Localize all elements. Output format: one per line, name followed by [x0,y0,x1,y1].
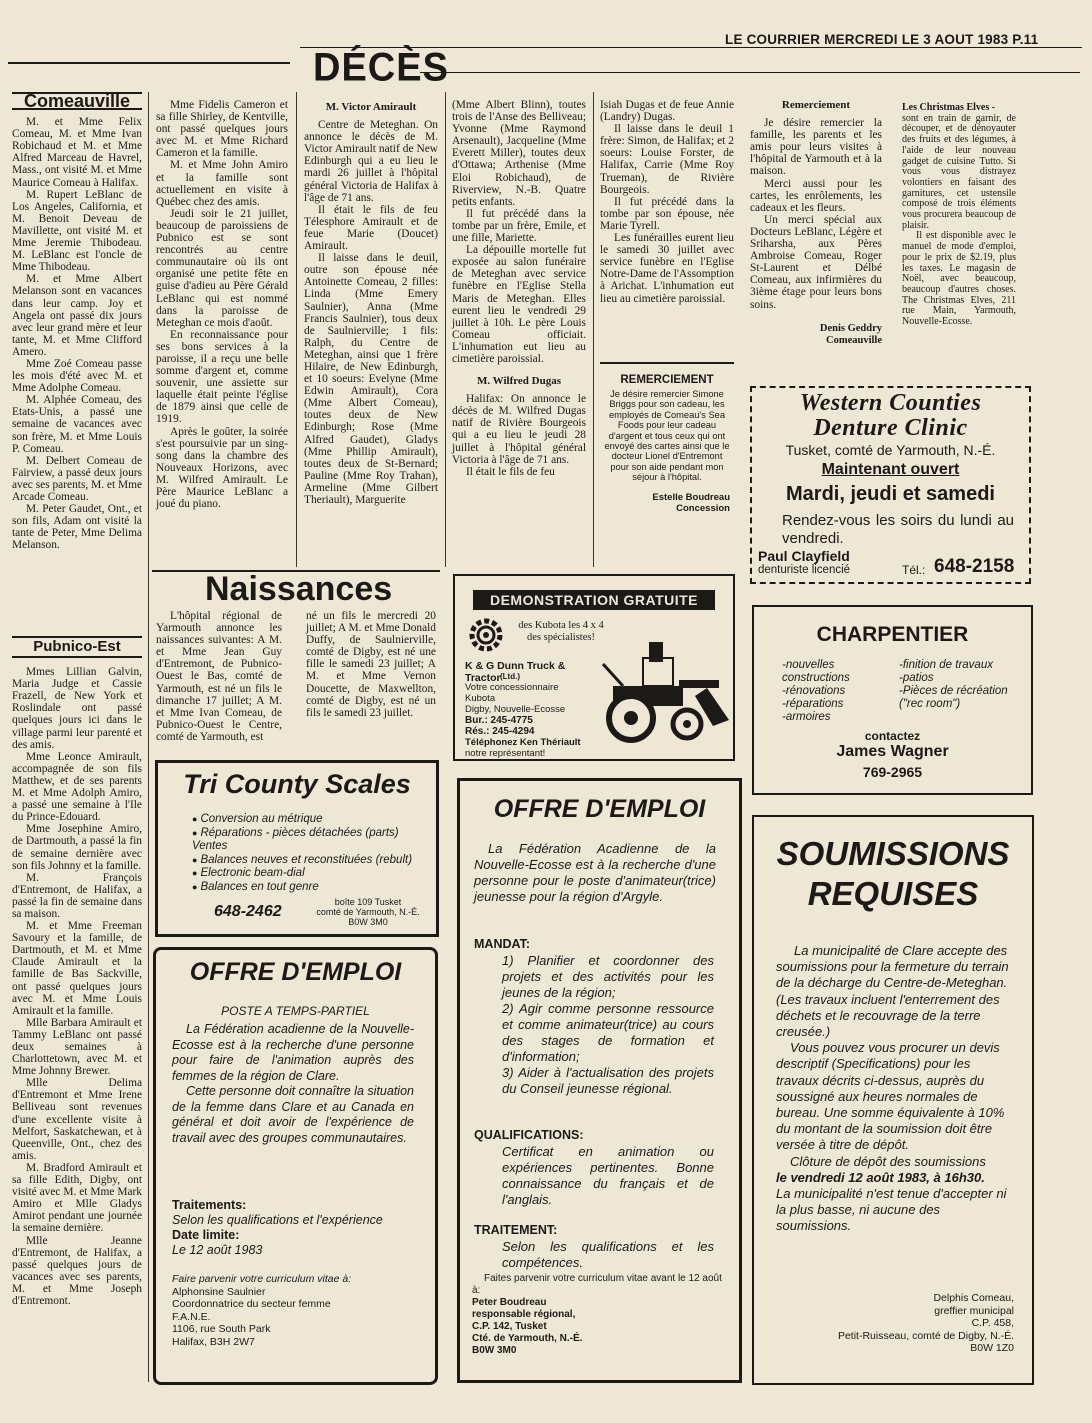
offre2-mandat-item: 2) Agir comme personne ressource et comme animateur(trice) au cours des stages de formation et d'information; [502,1001,714,1064]
offre2-mandat [502,953,714,1097]
kubota-line: Digby, Nouvelle-Ecosse [465,704,566,715]
comeauville-para: M. et Mme Felix Comeau, M. et Mme Ivan Robichaud et M. et Mme Alfred Marceau de Havrel, Mass., ont visité M. et Mme Maurice Comeau à Halifax. [12,116,142,189]
amirault-para: Centre de Meteghan. On annonce le décès de M. Victor Amirault natif de New Edinburgh qui a eu lieu le mardi 26 juillet à l'hôpital général Victoria de Halifax à l'âge de 71 ans. [304,119,438,204]
soumissions-para: La municipalité de Clare accepte des soumissions pour la fermeture du terrain de la décharge du Centre-de-Meteghan. (Les travaux incluent l'enterrement des déchets et le recouvrage de la terre creusée.) [776,943,1009,1040]
tricounty-item: ● Réparations - pièces détachées (parts) Ventes [192,827,432,854]
charpentier-item: -Pièces de récréation ("rec room") [899,685,1008,710]
soumissions-title: REQUISES [807,875,979,912]
western-open: Maintenant ouvert [821,461,960,478]
amirault-title: M. Victor Amirault [325,101,417,113]
western-tel-label: Tél.: [902,563,926,577]
kubota-dealer: K & G Dunn Truck & Tractor [465,660,566,684]
elves-para: sont en train de garnir, de découper, et de dénoyauter des fruits et des légumes, à l'aide de leur nouveau gadget de cuisine Tutto. Si vous vous distrayez volontiers en faisant des garnitures, cet ustensile composé de trois éléments vous procurera beaucoup de plaisir. [902,112,1016,231]
western-days: Mardi, jeudi et samedi [786,483,995,505]
column-rule [593,92,594,567]
remerciement-para: Je désire remercier la famille, les parents et les amis pour leurs visites à l'hôpital de Yarmouth et à la maison. [750,117,882,178]
western-name: Denture Clinic [813,415,968,441]
offre2-mandat-item: 1) Planifier et coordonner des projets et des activités pour les jeunes de la région; [502,953,714,1000]
offre1-title: OFFRE D'EMPLOI [189,958,402,986]
soumissions-sig-line: B0W 1Z0 [970,1342,1014,1354]
soumissions-para: Clôture de dépôt des soumissions [790,1153,986,1169]
soumissions-sig-line: C.P. 458, [971,1317,1014,1329]
pubnico-para: M. François d'Entremont, de Halifax, a passé la fin de semaine dans sa maison. [12,871,142,920]
remerciement-para: Merci aussi pour les cartes, les enrôlements, les cadeaux et les fleurs. [750,177,882,214]
tricounty-list [192,813,432,894]
kubota-banner: DEMONSTRATION GRATUITE [473,590,715,610]
kubota-tagline: des Kubota les 4 x 4 des spécialistes! [518,620,604,643]
tricounty-address [308,897,428,927]
tricounty-address-line: boîte 109 Tusket [334,897,402,907]
comeauville-column-2 [156,99,288,510]
kubota-phone: Bur.: 245-4775 [465,715,533,726]
western-phone: 648-2158 [934,556,1015,577]
pubnico-title: Pubnico-Est [12,636,142,658]
soumissions-sig-line: Petit-Ruisseau, comté de Digby, N.-É. [837,1329,1014,1342]
pubnico-para: Mme Josephine Amiro, de Dartmouth, a passé la fin de semaine dernière avec son fils Johnny et la famille. [12,823,142,872]
offre2-address-line: responsable régional, [472,1309,576,1320]
dugas-title: M. Wilfred Dugas [476,375,562,388]
comeauville-para: En reconnaissance pour ses bons services à la paroisse, il a reçu une belle somme d'argent et, comme souvenir, une assiette sur laquelle était peinte l'église de 1879 ainsi que celle de 1919. [156,328,288,426]
remerciement-sig: Denis Geddry [819,322,882,334]
tricounty-item: ● Balances neuves et reconstituées (rebult) [192,854,432,868]
offre2-traitement-heading: TRAITEMENT: [474,1223,558,1237]
pubnico-para: M. Bradford Amirault et sa fille Edith, Digby, ont visité avec M. et Mme Mark Amiro et Mlle Gladys Amirot pendant une journée la semaine dernière. [12,1161,142,1235]
soumissions-body [776,943,1016,1235]
soumissions-sig-line: Delphis Comeau, [933,1292,1014,1304]
dugas-para: Il était le fils de feu [466,465,555,478]
soumissions-signature [774,1292,1014,1355]
offre1-address-line: 1106, rue South Park [172,1323,271,1335]
kubota-rep: notre représentant! [465,748,546,759]
amirault-para: Il était le fils de feu Télesphore Amirault et de feue Marie (Doucet) Amirault. [304,203,438,253]
kubota-call: Téléphonez Ken Thériault [465,737,581,748]
pubnico-para: Mme Leonce Amirault, accompagnée de son fils Matthew, et de ses parents M. et Mme Adolph Amiro, a passé une semaine à l'Ile du Prince-Edouard. [12,750,142,824]
charpentier-item: -réparations [782,698,844,710]
offre-emploi-ad-2 [457,778,742,1383]
tricounty-item: ● Conversion au métrique [192,813,432,827]
offre2-address-line: Peter Boudreau [472,1297,547,1308]
top-right-rule [420,72,1080,73]
offre1-para: Cette personne doit connaître la situation de la femme dans Clare et au Canada en général et doit avoir de l'expérience de travail avec des groupes communautaires. [172,1084,414,1145]
tricounty-ad [155,760,439,937]
soumissions-para: Vous pouvez vous procurer un devis descriptif (Specifications) pour les travaux décrits ci-dessus, auprès du soussigné aux heures normales de bureau. Une somme équivalente à 10% du montant de la soumission doit être versée à titre de dépôt. [776,1040,1005,1153]
pubnico-para: Mlle Jeanne d'Entremont, de Halifax, a passé quelques jours de vacances avec ses parents, M. et Mme Joseph d'Entremont. [12,1234,142,1307]
pubnico-column [12,636,142,1307]
elves-column [902,103,1016,328]
tricounty-address-line: B0W 3M0 [348,917,388,927]
remerciement-column [750,97,882,347]
tricounty-title: Tri County Scales [183,769,411,799]
offre1-heading: Date limite: [172,1228,240,1242]
kubota-line: Votre concessionnaire Kubota [465,682,559,704]
offre1-body [172,1022,414,1146]
soumissions-sig-line: greffier municipal [934,1304,1014,1317]
top-left-rule [8,62,290,64]
tricounty-item: ● Balances en tout genre [192,881,432,895]
comeauville-para: Après le goûter, la soirée s'est poursuivie par un sing-song dans la chambre des Nouveaux Horizons, avec M. Wilfred Amirault. Le Père Maurice LeBlanc a joué du piano. [156,425,288,511]
remerciement-para: Un merci spécial aux Docteurs LeBlanc, Légère et Sriharsha, aux Pères Ambroise Comeau, Roger St-Laurent et Délbé Comeau, aux infirmières du 3ième étage pour leurs bons soins. [750,213,882,311]
offre2-mandat-heading: MANDAT: [474,937,531,951]
western-location: Tusket, comté de Yarmouth, N.-É. [785,442,996,458]
amirault-column-2 [452,99,586,478]
dugas-para: Les funérailles eurent lieu le samedi 30 juillet avec service funèbre en l'Eglise Notre-Dame de l'Assomption à Arichat. L'inhumation eut lieu au cimetière paroissial. [600,232,734,305]
western-role: denturiste licencié [758,564,851,576]
offre2-intro: La Fédération Acadienne de la Nouvelle-Ecosse est à la recherche d'une personne pour le poste d'animateur(trice) jeunesse pour la région d'Argyle. [474,841,716,904]
offre2-mandat-item: 3) Aider à l'actualisation des projets du Conseil jeunesse régional. [502,1065,714,1096]
remerciement-small-sig: Concession [676,502,730,514]
pubnico-para: Mlle Delima d'Entremont et Mme Irene Belliveau sont revenues d'une excellente visite à Melfort, Saskatchewan, et à Queenville, Ont., chez des amis. [12,1077,142,1162]
soumissions-deadline: le vendredi 12 août 1983, à 16h30. [776,1169,985,1185]
comeauville-title: Comeauville [12,92,142,110]
elves-para: Il est disponible avec le manuel de mode d'emploi, pour le prix de $2.19, plus les taxes. Le magasin de Noël, avec beaucoup, beaucoup d'autres choses. The Christmas Elves, 211 rue Main, Yarmouth, Nouvelle-Ecosse. [902,230,1016,328]
comeauville-column [12,92,142,551]
offre1-details [172,1198,422,1258]
offre2-qual: Certificat en animation ou expériences pertinentes. Bonne connaissance du français et de l'anglais. [502,1144,714,1207]
comeauville-para: Mme Zoé Comeau passe les mois d'été avec M. et Mme Adolphe Comeau. [12,357,142,395]
remerciement-small [604,374,730,514]
amirault-para: La dépouille mortelle fut exposée au salon funéraire de Meteghan avec service funèbre en l'Eglise Stella Maris de Meteghan. Elles eurent lieu le vendredi 29 juillet à 10h. Le père Louis Comeau officiait. L'inhumation eut lieu au cimetière paroissial. [452,244,586,365]
pubnico-para: Mlle Barbara Amirault et Tammy LeBlanc ont passé deux semaines à Charlottetown, avec M. et Mme Johnny Brewer. [12,1016,142,1078]
offre2-address [472,1273,732,1357]
remerciement-small-title: REMERCIEMENT [620,374,714,386]
dugas-para: Isiah Dugas et de feue Annie (Landry) Dugas. [600,99,734,124]
offre1-heading: Traitements: [172,1198,247,1212]
pubnico-para: M. et Mme Freeman Savoury et la famille, de Dartmouth, et M. et Mme Claude Amirault et la famille de Bas Sackville, ont passé quelques jours avec M. et Mme Louis Amirault et la famille. [12,920,142,1017]
comeauville-para: M. et Mme John Amiro et la famille sont actuellement en visite à Québec chez des amis. [156,159,288,208]
tricounty-address-line: comté de Yarmouth, N.-É. [316,907,420,917]
offre1-para: La Fédération acadienne de la Nouvelle-Ecosse est à la recherche d'une personne pour faire de l'animation auprès des femmes de la région de Clare. [172,1022,414,1083]
amirault-column [304,99,438,506]
elves-title: Les Christmas Elves - [902,102,996,113]
comeauville-para: Mme Fidelis Cameron et sa fille Shirley, de Kentville, ont passé quelques jours avec M. et Mme Richard Cameron et la famille. [156,99,288,160]
offre1-address-line: Alphonsine Saulnier [172,1285,266,1298]
offre1-address-line: Halifax, B3H 2W7 [172,1335,255,1348]
soumissions-title: SOUMISSIONS [776,835,1010,872]
offre2-qual-heading: QUALIFICATIONS: [474,1128,584,1142]
offre2-address-line: B0W 3M0 [472,1345,517,1356]
remerciement-small-body: Je désire remercier Simone Briggs pour son cadeau, les employés de Comeau's Sea Foods pour leur cadeau d'argent et tous ceux qui ont envoyé des cartes ainsi que le docteur Lionel d'Entremont pour son aide pendant mon séjour à l'hôpital. [604,389,730,483]
comeauville-para: M. et Mme Albert Melanson sont en vacances dans leur camp. Joy et Angela ont passé dix jours avec leur grand mère et leur tante, M. et Mme Clifford Amero. [12,273,142,358]
comeauville-para: M. Peter Gaudet, Ont., et son fils, Adam ont visité la tante de Peter, Mme Delima Melanson. [12,503,142,552]
soumissions-para: La municipalité n'est tenue d'accepter ni la plus basse, ni aucune des soumissions. [776,1186,1007,1234]
western-clinic-ad [750,386,1031,584]
pubnico-para: Mmes Lillian Galvin, Maria Judge et Cassie Frazell, de New York et Roslindale ont passé quelques jours ici dans le village parmi leur parenté et des amis. [12,666,142,751]
western-person: Paul Clayfield [758,548,850,564]
offre1-address-line: F.A.N.E. [172,1310,211,1323]
charpentier-item: -nouvelles constructions [782,659,850,684]
amirault-para: Il fut précédé dans la tombe par un frère, Emile, et une fille, Mariette. [452,207,586,245]
dugas-para: Il fut précédé dans la tombe par son épouse, née Marie Tyrell. [600,195,734,232]
charpentier-contact: contactez [864,729,921,743]
charpentier-services-right [899,659,1024,711]
offre2-address-line: Cté. de Yarmouth, N.-É. [472,1333,583,1344]
offre1-send: Faire parvenir votre curriculum vitae à: [172,1273,352,1285]
naissances-column [156,610,282,743]
charpentier-phone: 769-2965 [862,764,923,780]
soumissions-ad [752,815,1034,1385]
remerciement-small-sig: Estelle Boudreau [652,491,730,503]
dugas-para: Il laisse dans le deuil 1 frère: Simon, de Halifax; et 2 soeurs: Louise Forster, de Halifax, Carrie (Mme Roy Trueman), de Rivière Bourgeois. [600,123,734,196]
western-evening: Rendez-vous les soirs du lundi au vendredi. [782,512,1014,547]
gear-icon [469,618,503,652]
naissances-column-2 [306,610,436,719]
dugas-para: Halifax: On annonce le décès de M. Wilfred Dugas natif de Rivière Bourgeois qui a eu lieu le jeudi 28 juillet à l'hôpital général Victoria à l'âge de 71 ans. [452,393,586,466]
charpentier-services-left [782,659,892,724]
offre1-address-line: Coordonnatrice du secteur femme [172,1298,331,1310]
comeauville-para: M. Alphée Comeau, des Etats-Unis, a passé une semaine de vacances avec son frère, M. et Mme Louis P. Comeau. [12,394,142,455]
kubota-phone: Rés.: 245-4294 [465,726,535,737]
charpentier-title: CHARPENTIER [816,623,969,646]
naissances-title: Naissances [205,570,393,608]
offre1-subtitle: POSTE A TEMPS-PARTIEL [221,1004,370,1018]
charpentier-item: -patios [899,672,934,684]
offre2-address-line: C.P. 142, Tusket [472,1321,547,1332]
offre1-text: Le 12 août 1983 [172,1243,263,1257]
comeauville-para: Jeudi soir le 21 juillet, beaucoup de paroissiens de Pubnico est se sont rencontrés au centre communautaire où ils ont organisé une petite fête en guise d'adieu au Père Gérald LeBlanc qui est nommé dans la paroisse de Meteghan ce mois d'août. [156,207,288,329]
offre2-traitement: Selon les qualifications et les compétences. [502,1239,714,1270]
naissances-para: L'hôpital régional de Yarmouth annonce les naissances suivantes: A M. et Mme Jean Guy d'Entremont, de Pubnico-Ouest le Bas, comté de Yarmouth, est né un fils le dimanche 17 juillet; A M. et Mme Ivan Comeau, de Pubnico-Ouest le Centre, comté de Yarmouth, est [156,610,282,743]
naissances-para: né un fils le mercredi 20 juillet; A M. et Mme Donald Duffy, de Saulnierville, comté de Digby, est né une fille le samedi 23 juillet; A M. et Mme Vernon Doucette, de Maxwellton, comté de Digby, est né un fils le samedi 23 juillet. [306,610,436,719]
column-rule [296,92,297,567]
remerciement-title: Remerciement [781,99,851,111]
kubota-dealer-sub: (Ltd.) [500,672,520,681]
charpentier-item: -finition de travaux [899,659,993,671]
charpentier-name: James Wagner [836,743,949,760]
charpentier-ad [752,605,1033,795]
tractor-image [583,636,731,746]
kubota-ad [453,574,735,761]
comeauville-para: M. Rupert LeBlanc de Los Angeles, California, et M. Benoit Deveau de Mavillette, ont visité M. et Mme Jeremie Thibodeau. M. LeBlanc est l'oncle de Mme Thibodeau. [12,188,142,274]
remerciement-sig: Comeauville [826,334,882,346]
offre1-address [172,1273,422,1348]
dugas-column-2 [600,99,734,305]
offre-emploi-ad-1 [153,947,438,1385]
charpentier-item: -rénovations [782,685,846,697]
tricounty-phone: 648-2462 [214,903,282,920]
offre2-send: Faites parvenir votre curriculum vitae avant le 12 août à: [472,1273,722,1296]
column-rule [148,92,149,1382]
offre1-text: Selon les qualifications et l'expérience [172,1213,383,1227]
amirault-para: Il laisse dans le deuil, outre son épouse née Antoinette Comeau, 2 filles: Linda (Mme Emery Saulnier), Anna (Mme Francis Saulnier), tous deux de Saulnierville; 1 fils: Ralph, du Centre de Meteghan, ainsi que 1 frère Hilaire, de New Edinburgh, et 10 soeurs: Evelyne (Mme Edwin Amirault), Cora (Mme Albert Comeau), toutes deux de New Edinburgh; Rose (Mme Alfred Gaudet), Gladys (Mme Phillip Amirault), toutes deux de St-Bernard; Pauline (Mme Roy Trahan), Armeline (Mme Gilbert Theriault), Marguerite [304,252,438,506]
offre2-title: OFFRE D'EMPLOI [493,795,706,823]
charpentier-item: -armoires [782,711,831,723]
tricounty-item: ● Electronic beam-dial [192,867,432,881]
western-name: Western Counties [799,390,982,416]
masthead: LE COURRIER MERCREDI LE 3 AOUT 1983 P.11 [725,32,1039,47]
comeauville-para: M. Delbert Comeau de Fairview, a passé deux jours avec ses parents, M. et Mme Arcade Comeau. [12,454,143,503]
column-rule [445,92,446,567]
remerciement-rule [600,362,734,364]
deces-title: DÉCÈS [313,45,449,91]
amirault-para: (Mme Albert Blinn), toutes trois de l'Anse des Belliveau; Yvonne (Mme Raymond Arsenault), Jacqueline (Mme Everett Miller), toutes deux d'Ottawa; Arthenise (Mme Eloi Robichaud), de Riverview, N.-B. Quatre petits enfants. [452,99,586,208]
